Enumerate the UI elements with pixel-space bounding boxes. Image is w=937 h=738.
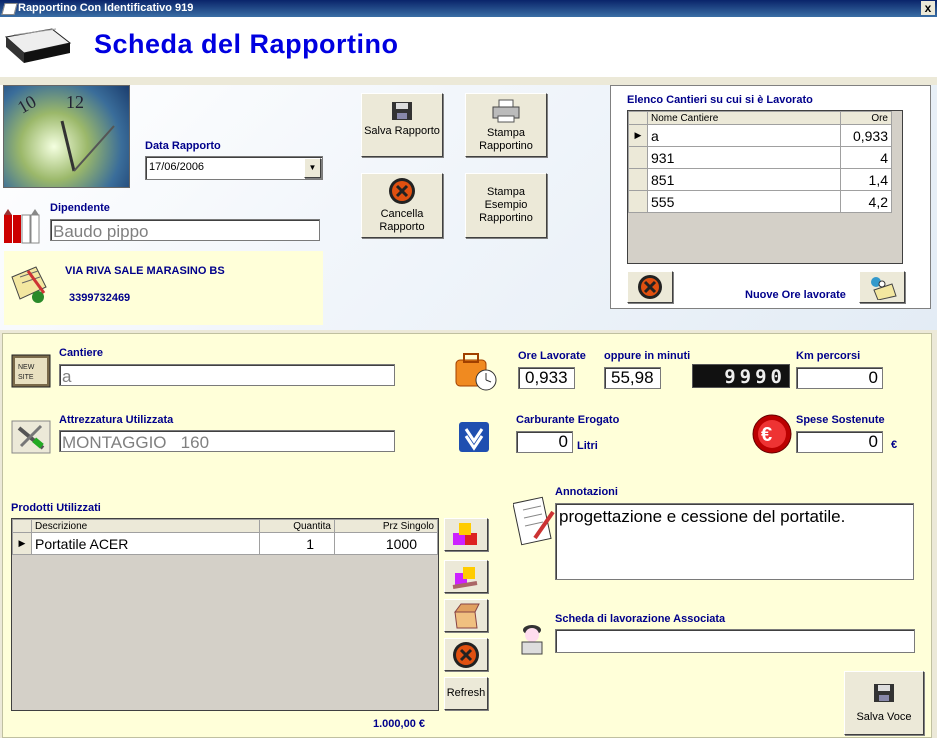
row-selector[interactable] (629, 169, 648, 191)
table-row[interactable] (629, 191, 892, 213)
col-quantita[interactable]: Quantita (260, 520, 335, 533)
cantieri-title: Elenco Cantieri su cui si è Lavorato (627, 94, 813, 106)
svg-text:NEW: NEW (18, 364, 35, 371)
table-row[interactable] (629, 147, 892, 169)
delete-x-icon (637, 274, 663, 300)
svg-text:SITE: SITE (18, 374, 34, 381)
salva-voce-label: Salva Voce (856, 711, 912, 723)
data-rapporto-select[interactable] (145, 156, 323, 180)
odometer-image: 9990 (692, 364, 790, 388)
data-rapporto-value: 17/06/2006 (149, 161, 205, 173)
scheda-label: Scheda di lavorazione Associata (555, 613, 726, 625)
spese-label: Spese Sostenute (796, 414, 885, 426)
worker-icon (514, 620, 550, 656)
suitcase-clock-icon (454, 350, 498, 392)
table-row[interactable] (13, 533, 438, 555)
salva-rapporto-label: Salva Rapporto (364, 125, 440, 137)
hand-note-icon (866, 274, 898, 300)
address-line: VIA RIVA SALE MARASINO BS (65, 265, 225, 277)
spese-field[interactable]: 0 (796, 431, 883, 453)
page-title: Scheda del Rapportino (94, 29, 399, 59)
cancella-rapporto-label: Cancella Rapporto (379, 208, 425, 233)
current-row-marker-icon: ▶ (629, 125, 648, 147)
ore-lavorate-label: Ore Lavorate (518, 350, 586, 362)
nuove-ore-label: Nuove Ore lavorate (745, 289, 846, 301)
row-header-corner (629, 112, 648, 125)
col-prezzo[interactable]: Prz Singolo (335, 520, 438, 533)
col-descrizione[interactable]: Descrizione (32, 520, 260, 533)
chevron-down-icon[interactable]: ▼ (304, 158, 321, 178)
contact-card-icon (8, 263, 48, 305)
notepad-icon (513, 494, 557, 550)
prodotti-title: Prodotti Utilizzati (11, 502, 101, 514)
delete-ore-button[interactable] (627, 271, 673, 303)
cantiere-field[interactable]: a (59, 364, 395, 386)
cubes-edit-icon (449, 563, 483, 591)
current-row-marker-icon: ▶ (13, 533, 32, 555)
cantiere-name-cell[interactable]: 931 (648, 147, 841, 169)
row-selector[interactable] (629, 191, 648, 213)
cancella-rapporto-button[interactable] (361, 173, 443, 238)
cantiere-name-cell[interactable]: 851 (648, 169, 841, 191)
attrezzatura-label: Attrezzatura Utilizzata (59, 414, 174, 426)
data-rapporto-label: Data Rapporto (145, 140, 221, 152)
dipendente-label: Dipendente (50, 202, 110, 214)
ore-lavorate-field[interactable]: 0,933 (518, 367, 575, 389)
minuti-field[interactable]: 55,98 (604, 367, 661, 389)
svg-text:12: 12 (66, 92, 84, 112)
prodotti-total: 1.000,00 € (373, 718, 425, 730)
stampa-rapportino-label: Stampa Rapportino (479, 127, 533, 152)
attrezzatura-field[interactable]: MONTAGGIO 160 (59, 430, 395, 452)
stampa-esempio-label: Stampa Esempio Rapportino (479, 186, 533, 224)
row-selector[interactable] (629, 147, 648, 169)
table-row[interactable] (629, 125, 892, 147)
salva-voce-button[interactable] (844, 671, 924, 735)
cantieri-grid[interactable] (627, 110, 903, 264)
dipendente-field[interactable]: Baudo pippo (50, 219, 320, 241)
move-prodotto-button[interactable] (444, 599, 488, 632)
prodotti-grid[interactable] (11, 518, 439, 711)
descrizione-cell[interactable]: Portatile ACER (32, 533, 260, 555)
page-header (0, 17, 937, 77)
euro-unit: € (891, 439, 898, 451)
phone-number: 3399732469 (69, 292, 131, 304)
app-icon (1, 3, 17, 15)
refresh-button[interactable]: Refresh (444, 677, 488, 710)
floppy-disk-icon (388, 100, 416, 122)
prezzo-cell[interactable]: 1000 (335, 533, 438, 555)
address-box (4, 251, 323, 325)
quantita-cell[interactable]: 1 (260, 533, 335, 555)
annotazioni-textarea[interactable]: progettazione e cessione del portatile. (555, 503, 914, 580)
fuel-logo-icon (458, 421, 490, 453)
cantiere-ore-cell[interactable]: 0,933 (841, 125, 892, 147)
row-header-corner (13, 520, 32, 533)
floppy-disk-icon (870, 682, 898, 706)
printer-icon (490, 98, 522, 124)
edit-prodotto-button[interactable] (444, 560, 488, 593)
close-button[interactable]: x (921, 1, 935, 15)
carburante-field[interactable]: 0 (516, 431, 573, 453)
delete-x-icon (388, 177, 416, 205)
clock-image (3, 85, 130, 188)
annotazioni-label: Annotazioni (555, 486, 618, 498)
km-field[interactable]: 0 (796, 367, 883, 389)
km-label: Km percorsi (796, 350, 861, 362)
tools-icon (11, 420, 51, 454)
delete-prodotto-button[interactable] (444, 638, 488, 671)
euro-coin-icon (752, 414, 792, 454)
window-title-bar (0, 0, 937, 17)
stampa-rapportino-button[interactable] (465, 93, 547, 157)
cantiere-sign-icon (11, 354, 51, 388)
scheda-field[interactable] (555, 629, 915, 653)
box-open-icon (449, 602, 483, 630)
minuti-label: oppure in minuti (604, 350, 691, 362)
delete-x-icon (452, 641, 480, 669)
cantiere-ore-cell[interactable]: 4 (841, 147, 892, 169)
binders-icon (4, 207, 44, 245)
tray-icon (4, 23, 72, 65)
cantieri-panel (610, 85, 931, 309)
cantiere-name-cell[interactable]: 555 (648, 191, 841, 213)
salva-rapporto-button[interactable] (361, 93, 443, 157)
cantiere-ore-cell[interactable]: 1,4 (841, 169, 892, 191)
table-row[interactable] (629, 169, 892, 191)
col-nome-cantiere[interactable]: Nome Cantiere (648, 112, 841, 125)
col-ore[interactable]: Ore (841, 112, 892, 125)
add-prodotto-button[interactable] (444, 518, 488, 551)
cantiere-ore-cell[interactable]: 4,2 (841, 191, 892, 213)
stampa-esempio-button[interactable] (465, 173, 547, 238)
cantiere-label: Cantiere (59, 347, 104, 359)
cantiere-name-cell[interactable]: a (648, 125, 841, 147)
window-title: Rapportino Con Identificativo 919 (18, 2, 194, 14)
nuove-ore-button[interactable] (859, 271, 905, 303)
litri-unit: Litri (577, 440, 598, 452)
svg-text:€: € (761, 424, 773, 446)
carburante-label: Carburante Erogato (516, 414, 620, 426)
cubes-add-icon (449, 521, 483, 549)
svg-text:10: 10 (14, 91, 40, 118)
